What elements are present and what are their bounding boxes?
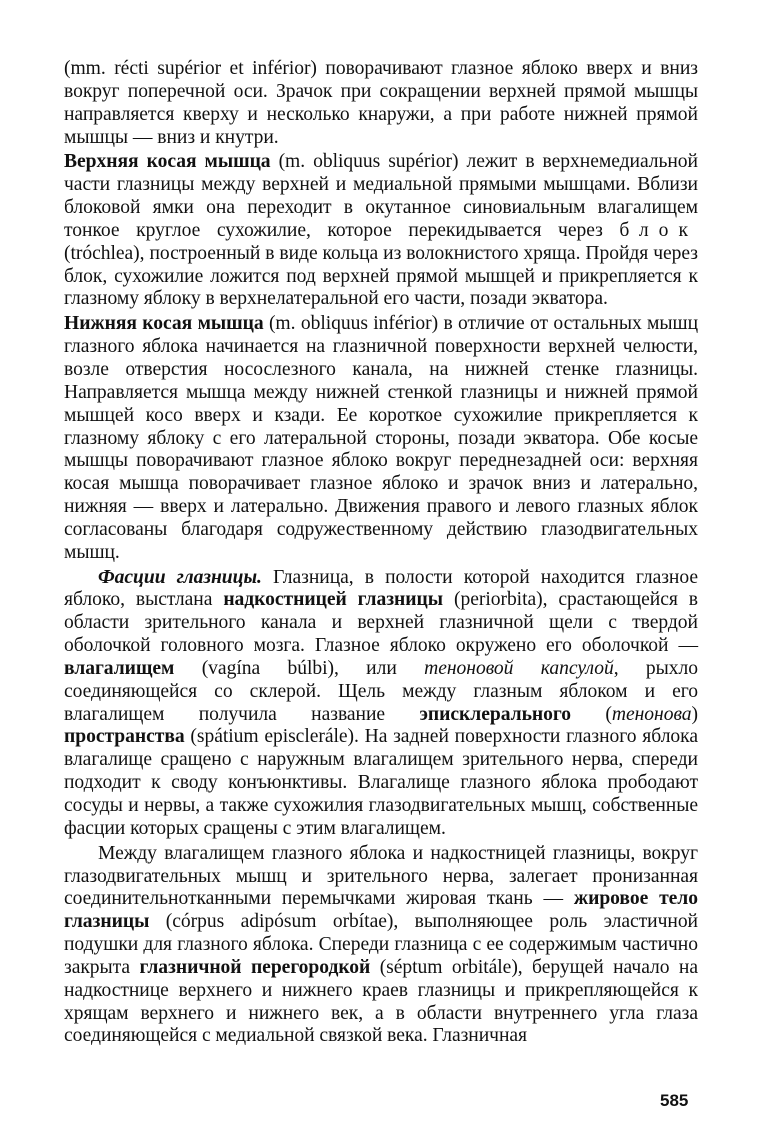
paragraph-text: Глазница, в полости которой находится глазное яблоко, выстлана xyxy=(64,566,698,611)
paragraph-text: , рыхло соединяющейся со склерой. Щель между глазным яблоком и его влагалищем получила название xyxy=(64,657,698,725)
paragraph-text: (periorbita), срастающейся в области зрительного канала и верхней глазничной щели с твердой оболочкой головного мозга. Глазное яблоко окружено его оболочкой — xyxy=(64,589,698,657)
paragraph-text: (tróchlea), построенный в виде кольца из волокнистого хряща. Пройдя через блок, сухожилие ложится под верхней прямой мышцей и прикрепляется к глазному яблоку в верхнелатеральной его части, позади экватора. xyxy=(64,242,698,310)
term-tenon: тенонова xyxy=(611,703,692,725)
paragraph-text: (spátium episclerále). На задней поверхности глазного яблока влагалище сращено с наружным влагалищем зрительного нерва, спереди подходит к своду конъюнктивы. Влагалище глазного яблока прободают сосуды и нервы, а также сухожилия глазодвигательных мышц, собственные фасции которых сращены с этим влагалищем. xyxy=(64,726,698,839)
term-septum-orbitale: глазничной перегородкой xyxy=(139,956,371,978)
spaced-word-trochlea: блок xyxy=(619,219,698,241)
paragraph-text: (m. obliquus inférior) в отличие от остальных мышц глазного яблока начинается на глазничной поверхности верхней челюсти, возле отверстия носослезного канала, на нижней стенке глазницы. Направляется мышца между нижней стенкой глазницы и нижней прямой мышцей косо вверх и кзади. Ее короткое сухожилие прикрепляется к глазному яблоку с его латеральной стороны, позади экватора. Обе косые мышцы поворачивают глазное яблоко вокруг переднезадней оси: верхняя косая мышца поворачивает глазное яблоко и зрачок вниз и латерально, нижняя — вверх и латерально. Движения правого и левого глазных яблок согласованы благодаря содружественному действию глазодвигательных мышц. xyxy=(64,313,698,563)
paragraph-2 xyxy=(64,151,698,311)
paragraph-text: (m. obliquus supérior) лежит в верхнемедиальной части глазницы между верхней и медиальной прямыми мышцами. Вблизи блоковой ямки она переходит в окутанное синовиальным влагалищем тонкое круглое сухожилие, которое перекидывается через xyxy=(64,151,698,241)
paragraph-text: (vagína búlbi), или xyxy=(174,657,425,679)
term-inferior-oblique-muscle: Нижняя косая мышца xyxy=(64,313,264,335)
term-episcleral: эписклерального xyxy=(419,703,571,725)
paragraph-text: ) xyxy=(691,703,699,725)
paragraph-5 xyxy=(64,843,698,1049)
paragraph-4 xyxy=(64,567,698,841)
page-number: 585 xyxy=(660,1091,689,1110)
paragraph-3 xyxy=(64,313,698,564)
paragraph-text: Между влагалищем глазного яблока и надкостницей глазницы, вокруг глазодвигательных мышц и зрительного нерва, залегает пронизанная соединительнотканными перемычками жировая ткань — xyxy=(64,842,698,910)
paragraph-text: (córpus adipósum orbítae), выполняющее роль эластичной подушки для глазного яблока. Спереди глазница с ее содержимым частично закрыта xyxy=(64,911,698,978)
paragraph-text: (séptum orbitále), берущей начало на надкостнице верхнего и нижнего краев глазницы и прикрепляющейся к хрящам верхнего и нижнего век, а в области внутреннего угла глаза соединяющейся с медиальной связкой века. Глазничная xyxy=(64,956,698,1047)
paragraph-text: ( xyxy=(570,703,612,725)
paragraph-text: (mm. récti supérior et inférior) поворачивают глазное яблоко вверх и вниз вокруг поперечной оси. Зрачок при сокращении верхней прямой мышцы направляется кверху и несколько кнаружи, а при работе нижней прямой мышцы — вниз и кнутри. xyxy=(64,58,698,148)
term-vagina-bulbi: влагалищем xyxy=(64,657,175,679)
term-superior-oblique-muscle: Верхняя косая мышца xyxy=(64,151,271,173)
term-corpus-adiposum: жировое тело глазницы xyxy=(64,888,698,933)
term-space: пространства xyxy=(64,726,185,748)
paragraph-1 xyxy=(64,58,698,149)
term-periorbita: надкостницей глазницы xyxy=(223,589,444,611)
page-body xyxy=(64,58,698,1048)
section-heading-orbital-fascia: Фасции глазницы. xyxy=(98,566,262,588)
term-tenon-capsule: теноновой капсулой xyxy=(424,657,614,679)
